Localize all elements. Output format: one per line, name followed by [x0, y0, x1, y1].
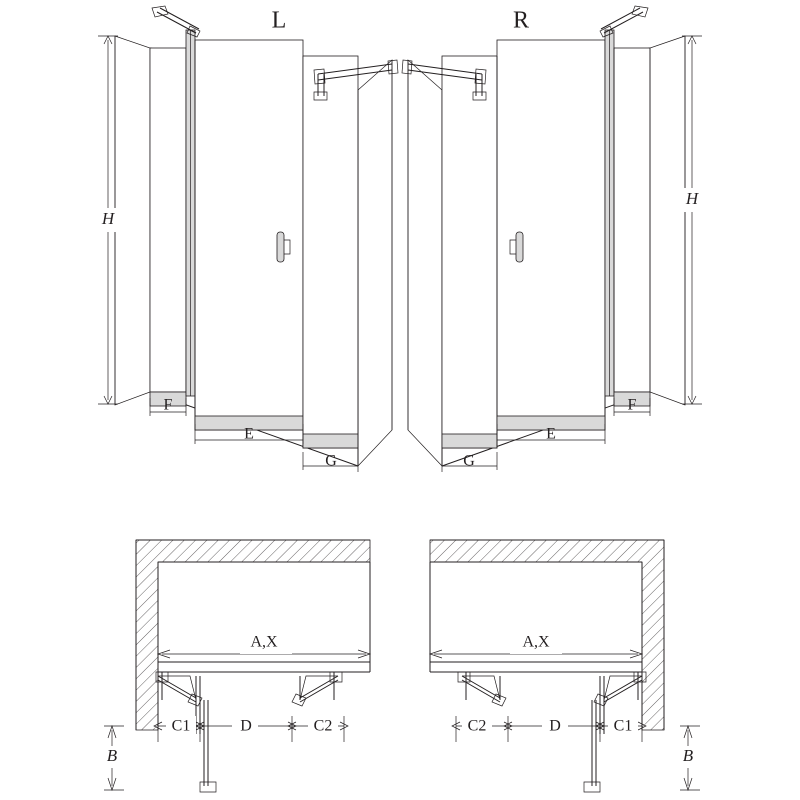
left-wall-perspective-right-view	[408, 60, 442, 466]
elevation-right-view	[402, 6, 704, 472]
panel-f-right	[614, 48, 650, 406]
door-panel-e-right	[497, 40, 605, 448]
label-d-right-plan: D	[549, 717, 561, 735]
dimension-depth-right-plan	[676, 726, 700, 790]
label-b-left-plan: B	[106, 745, 118, 765]
label-ax-left-plan: A,X	[250, 633, 278, 651]
label-ax-right-plan: A,X	[522, 633, 550, 651]
panel-g-right	[442, 56, 497, 448]
plan-left-view	[100, 540, 370, 792]
elevation-left-view	[96, 6, 398, 472]
dimension-height-right	[680, 36, 704, 404]
label-b-right-plan: B	[682, 745, 694, 765]
label-d-left-plan: D	[240, 717, 252, 735]
right-wall-perspective-left-view	[358, 60, 392, 466]
plan-right-view	[430, 540, 700, 792]
right-wall-perspective-right-view	[650, 36, 685, 405]
door-leaf-trace-right-plan	[584, 700, 600, 792]
label-panel-f-right: F	[627, 396, 637, 414]
door-leaf-trace-left-plan	[200, 700, 216, 792]
label-panel-e-left: E	[244, 425, 254, 443]
dimension-segments-left-plan	[154, 716, 348, 742]
label-panel-g-right: G	[463, 452, 475, 470]
label-height-left: H	[101, 208, 115, 228]
hinge-post-right	[605, 30, 614, 396]
door-panel-e-left	[195, 40, 303, 448]
dimension-depth-left-plan	[100, 726, 124, 790]
left-wall-perspective	[115, 36, 150, 405]
label-panel-g-left: G	[325, 452, 337, 470]
panel-g-left	[303, 56, 358, 448]
view-label-right: R	[512, 7, 530, 34]
label-c1-right-plan: C1	[613, 717, 633, 735]
label-panel-e-right: E	[546, 425, 556, 443]
label-c2-right-plan: C2	[467, 717, 487, 735]
dimension-width-left-plan	[158, 632, 370, 658]
enclosure-outline-right-plan	[430, 562, 642, 672]
panel-f-left	[150, 48, 186, 406]
label-c1-left-plan: C1	[171, 717, 191, 735]
dimension-height-left	[96, 36, 120, 404]
label-c2-left-plan: C2	[313, 717, 333, 735]
dimension-segments-right-plan	[452, 716, 646, 742]
view-label-left: L	[271, 7, 287, 34]
label-panel-f-left: F	[163, 396, 173, 414]
enclosure-outline-left-plan	[158, 562, 370, 672]
dimension-width-right-plan	[430, 632, 642, 658]
label-height-right: H	[685, 188, 699, 208]
hinge-post-left	[186, 30, 195, 396]
